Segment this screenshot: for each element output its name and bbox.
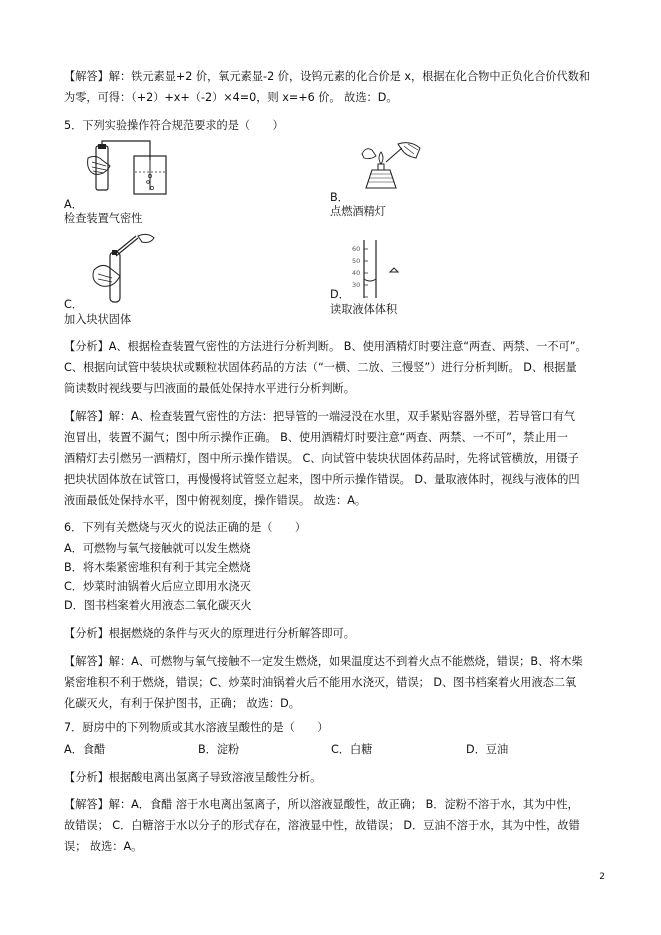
answer-line: 故错误； C．白糖溶于水以分子的形式存在，溶液显中性，故错误； D．豆油不溶于水，其为中性，故错 [64, 819, 580, 832]
option-d-letter: D． [330, 288, 350, 301]
figure-b-lighting-alcohol-lamp [358, 140, 428, 190]
figure-d-reading-cylinder-volume [350, 240, 410, 298]
option-c-letter: C． [64, 298, 83, 311]
answer-line: 【解答】解：A．食醋 溶于水电离出氢离子，所以溶液显酸性，故正确； B．淀粉不溶于水，其为中性， [64, 798, 579, 811]
answer-line: 酒精灯去引燃另一酒精灯，图中所示操作错误。 C、向试管中装块状固体药品时，先将试管横放，用镊子 [64, 452, 579, 465]
answer-line: 【解答】解：A、可燃物与氧气接触不一定发生燃烧，如果温度达不到着火点不能燃烧，错误；B、将木柴 [64, 655, 583, 668]
answer-line: 把块状固体放在试管口，再慢慢将试管竖立起来，图中所示操作错误。 D、量取液体时，视线与液体的凹 [64, 473, 580, 486]
option-line: B．将木柴紧密堆积有利于其完全燃烧 [64, 561, 251, 574]
option-b: B．淀粉 [198, 743, 240, 756]
option-line: D．图书档案着火用液态二氧化碳灭火 [64, 599, 252, 612]
figure-a-airtightness-check [84, 140, 174, 198]
question-7-stem: 7．厨房中的下列物质或其水溶液呈酸性的是（ ） [64, 721, 329, 734]
cylinder-tick-label: 40 [352, 269, 361, 277]
answer-text-line: 为零，可得：（+2）+x+（-2）×4=0，则 x=+6 价。 故选：D。 [64, 91, 398, 104]
answer-text-line: 【解答】解：铁元素显+2 价，氧元素显-2 价，设钨元素的化合价是 x，根据在化合物中正负化合价代数和 [64, 70, 591, 83]
answer-line: 紧密堆积不利于燃烧，错误；C、炒菜时油锅着火后不能用水浇灭，错误； D、图书档案着火用液态二氧 [64, 676, 577, 689]
cylinder-tick-label: 50 [352, 257, 361, 265]
option-b-label: 点燃酒精灯 [330, 205, 386, 218]
answer-line: 泡冒出，装置不漏气；图中所示操作正确。 B、使用酒精灯时要注意“两查、两禁、一不可”，禁止用一 [64, 431, 568, 444]
question-6-stem: 6．下列有关燃烧与灭火的说法正确的是（ ） [64, 521, 307, 534]
page-number: 2 [599, 872, 605, 882]
answer-line: 误； 故选：A。 [64, 840, 143, 853]
option-b-letter: B． [330, 191, 349, 204]
answer-line: 化碳灭火，有利于保护图书，正确； 故选：D。 [64, 697, 300, 710]
analysis-line: 筒读数时视线要与凹液面的最低处保持水平进行分析判断。 [64, 382, 355, 395]
analysis-line: 【分析】根据燃烧的条件与灭火的原理进行分析解答即可。 [64, 627, 355, 640]
question-5-stem: 5．下列实验操作符合规范要求的是（ ） [64, 119, 284, 132]
option-a: A．食醋 [64, 743, 106, 756]
option-d-label: 读取液体体积 [330, 303, 398, 316]
figure-c-adding-block-solid [84, 226, 164, 304]
analysis-line: C、根据向试管中装块状或颗粒状固体药品的方法（“一横、二放、三慢竖”）进行分析判断。 D、根据量 [64, 361, 577, 374]
analysis-line: 【分析】A、根据检查装置气密性的方法进行分析判断。 B、使用酒精灯时要注意“两查、两禁、一不可”。 [64, 340, 587, 353]
option-c-label: 加入块状固体 [64, 313, 132, 326]
option-c: C．白糖 [331, 743, 373, 756]
option-a-label: 检查装置气密性 [64, 212, 143, 225]
option-line: C．炒菜时油锅着火后应立即用水浇灭 [64, 580, 251, 593]
option-a-letter: A． [64, 198, 83, 211]
cylinder-tick-label: 30 [352, 281, 361, 289]
cylinder-tick-label: 60 [352, 245, 361, 253]
option-line: A．可燃物与氧气接触就可以发生燃烧 [64, 542, 251, 555]
answer-line: 液面最低处保持水平，图中俯视刻度，操作错误。 故选：A。 [64, 494, 367, 507]
analysis-line: 【分析】根据酸电离出氢离子导致溶液呈酸性分析。 [64, 771, 322, 784]
option-d: D．豆油 [466, 743, 509, 756]
answer-line: 【解答】解：A、检查装置气密性的方法：把导管的一端浸没在水里，双手紧贴容器外壁，若导管口有气 [64, 410, 576, 423]
